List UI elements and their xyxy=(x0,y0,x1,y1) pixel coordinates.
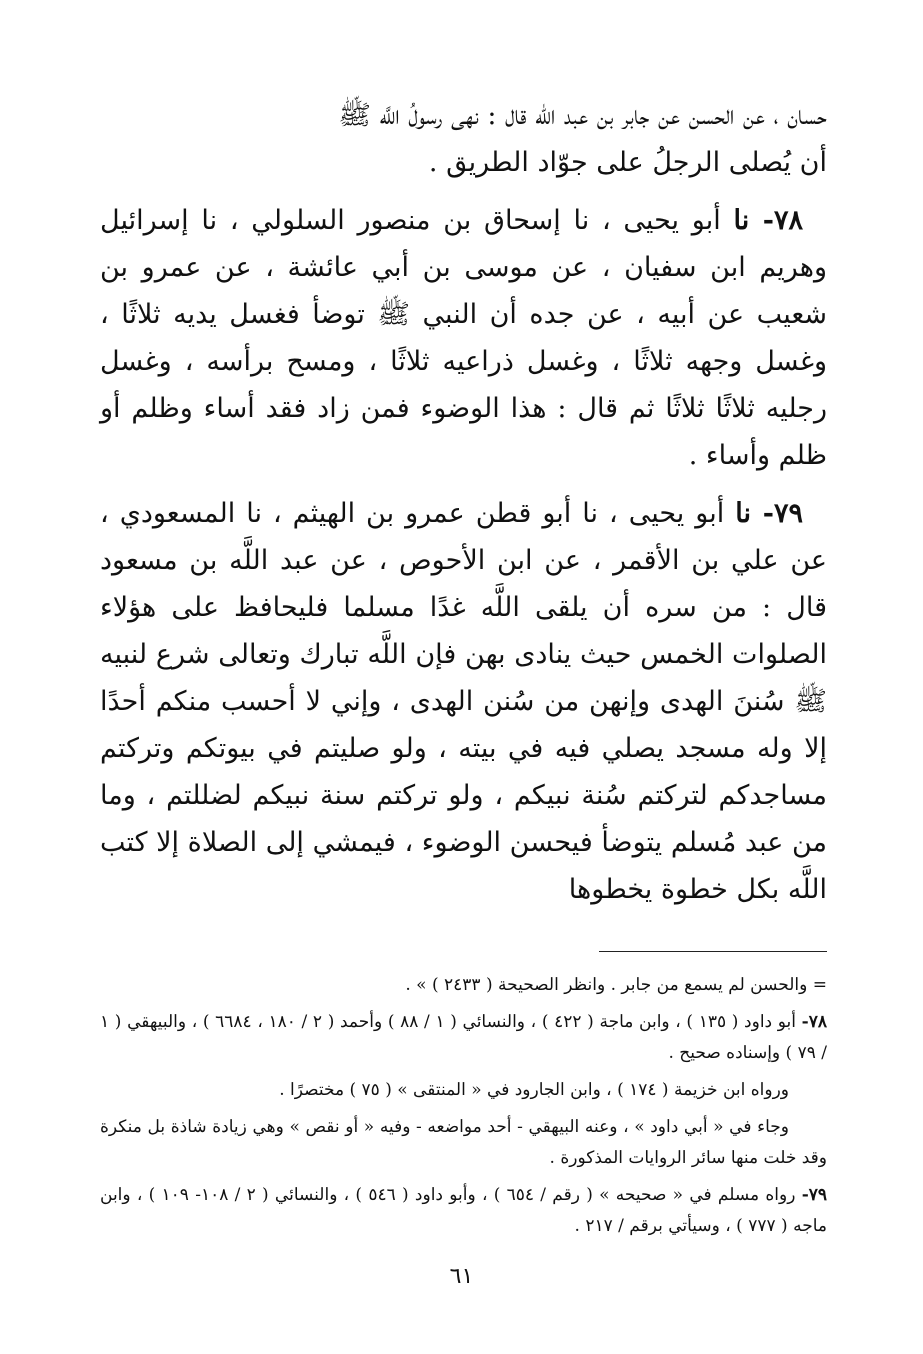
page-number: ٦١ xyxy=(449,1264,474,1289)
footnote-number: ٧٩- xyxy=(801,1185,828,1205)
text-line: حسان ، عن الحسن عن جابر بن عبد الله قال : نهى رسولُ اللَّه ﷺ xyxy=(338,100,827,131)
footnote-continuation: = والحسن لم يسمع من جابر . وانظر الصحيحة ( ٢٤٣٣ ) » . xyxy=(405,975,827,995)
main-text xyxy=(100,92,827,913)
paragraph-continuation xyxy=(100,92,827,186)
hadith-number: ٧٨- نا xyxy=(733,205,803,236)
text-line: أن يُصلى الرجلُ على جوّاد الطريق . xyxy=(428,147,827,178)
footnote-number: ٧٨- xyxy=(801,1012,827,1032)
footnote-78 xyxy=(100,1007,827,1069)
hadith-78 xyxy=(100,197,827,479)
hadith-text: أبو يحيى ، نا أبو قطن عمرو بن الهيثم ، نا المسعودي ، عن علي بن الأقمر ، عن ابن الأحوص ، عن عبد اللَّه بن مسعود قال : من سره أن يلقى اللَّه غدًا مسلما فليحافظ على هؤلاء الصلوات الخمس حيث ينادى بهن فإن اللَّه تبارك وتعالى شرع لنبيه ﷺ سُننَ الهدى وإنهن من سُنن الهدى ، وإني لا أحسب منكم أحدًا إلا وله مسجد يصلي فيه في بيته ، ولو صليتم في بيوتكم وتركتم مساجدكم لتركتم سُنة نبيكم ، ولو تركتم سنة نبيكم لضللتم ، وما من عبد مُسلم يتوضأ فيحسن الوضوء ، فيمشي إلى الصلاة إلا كتب اللَّه بكل خطوة يخطوها xyxy=(100,498,827,905)
hadith-number: ٧٩- نا xyxy=(735,498,803,529)
footnotes xyxy=(100,970,827,1242)
footnote-divider xyxy=(599,951,827,952)
footnote-text: أبو داود ( ١٣٥ ) ، وابن ماجة ( ٤٢٢ ) ، والنسائي ( ١ / ٨٨ ) وأحمد ( ٢ / ١٨٠ ، ٦٦٨٤ ) ، والبيهقي ( ١ / ٧٩ ) وإسناده صحيح . xyxy=(100,1012,827,1063)
footnote-78-b: ورواه ابن خزيمة ( ١٧٤ ) ، وابن الجارود في « المنتقى » ( ٧٥ ) مختصرًا . xyxy=(279,1080,789,1100)
hadith-text: أبو يحيى ، نا إسحاق بن منصور السلولي ، نا إسرائيل وهريم ابن سفيان ، عن موسى بن أبي عائشة ، عن عمرو بن شعيب عن أبيه ، عن جده أن النبي ﷺ توضأ فغسل يديه ثلاثًا ، وغسل وجهه ثلاثًا ، وغسل ذراعيه ثلاثًا ، ومسح برأسه ، وغسل رجليه ثلاثًا ثلاثًا ثم قال : هذا الوضوء فمن زاد فقد أساء وظلم أو ظلم وأساء . xyxy=(100,205,827,471)
footnote-text: رواه مسلم في « صحيحه » ( رقم / ٦٥٤ ) ، وأبو داود ( ٥٤٦ ) ، والنسائي ( ٢ / ١٠٨- ١٠٩ ) ، وابن ماجه ( ٧٧٧ ) ، وسيأتي برقم / ٢١٧ . xyxy=(100,1185,827,1236)
hadith-79 xyxy=(100,490,827,913)
footnote-78-c: وجاء في « أبي داود » ، وعنه البيهقي - أحد مواضعه - وفيه « أو نقص » وهي زيادة شاذة بل منكرة وقد خلت منها سائر الروايات المذكورة . xyxy=(100,1117,827,1168)
footnote-79 xyxy=(100,1180,827,1242)
